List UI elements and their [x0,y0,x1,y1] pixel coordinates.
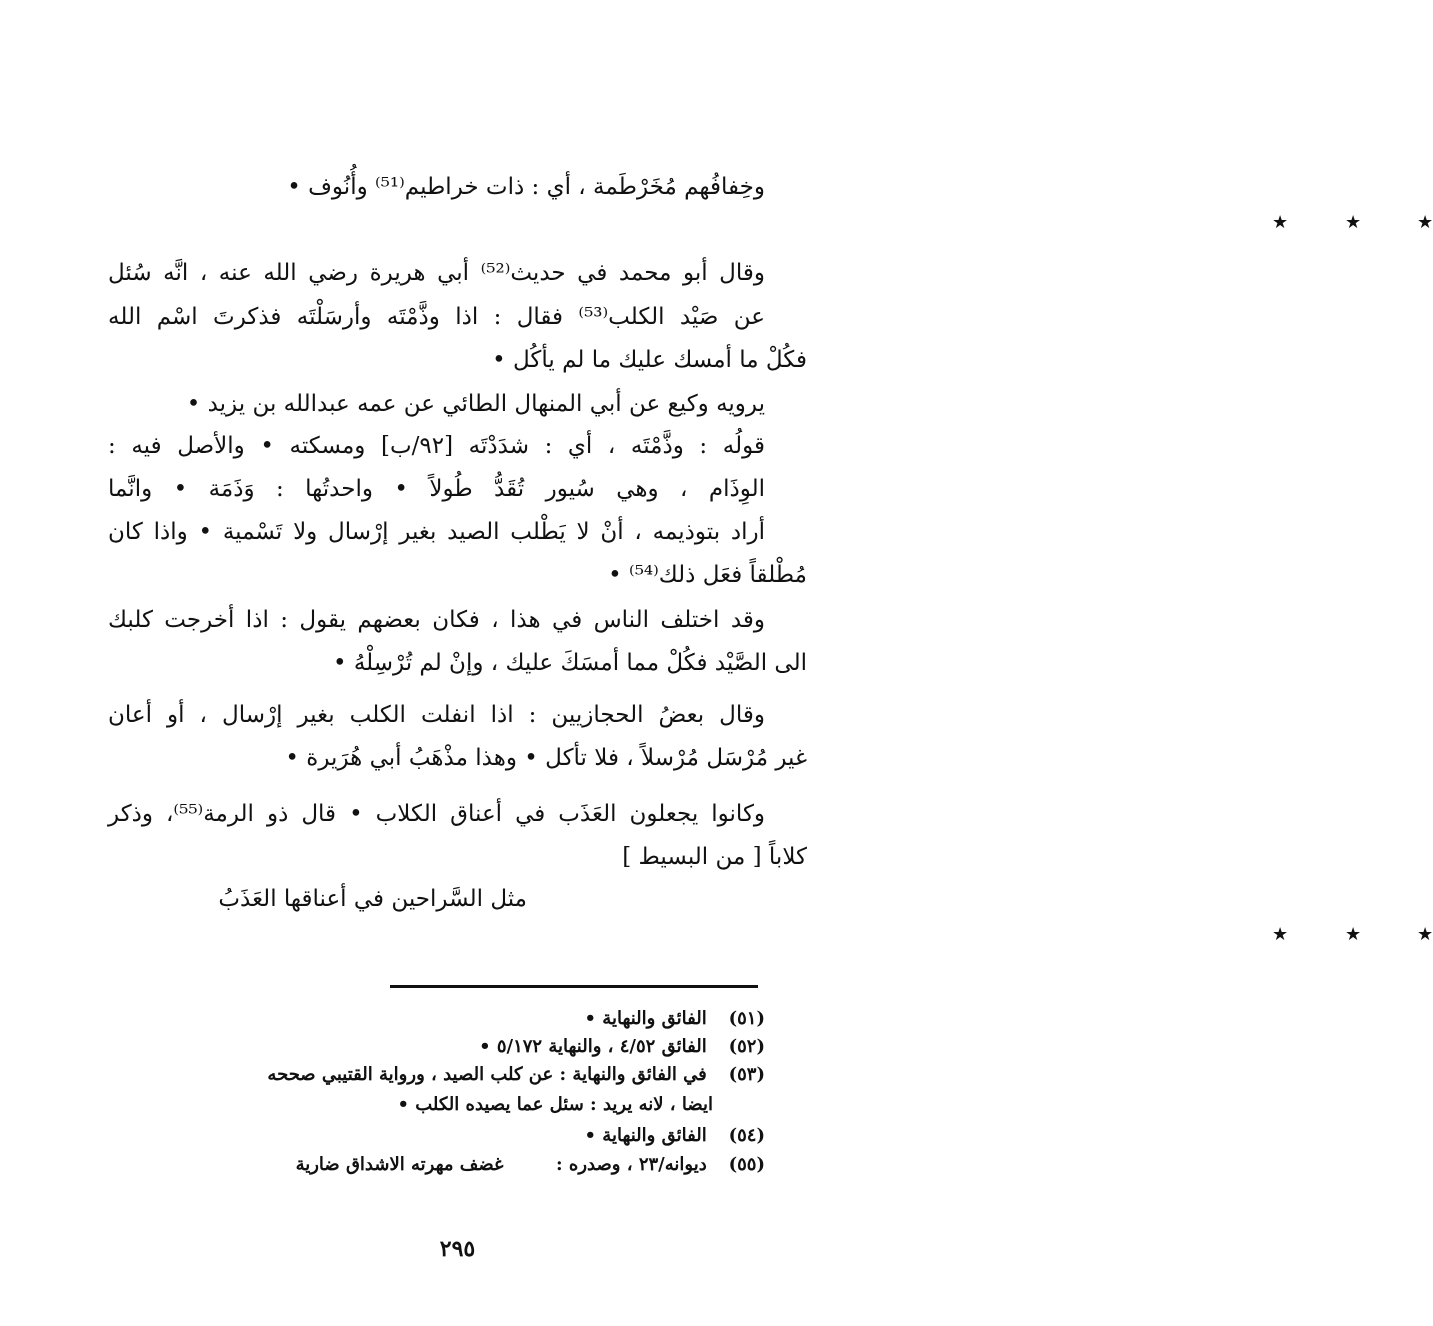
body-line-10: وقد اختلف الناس في هذا ، فكان بعضهم يقول : اذا أخرجت كلبك [108,607,765,633]
star-icon: ★ [1417,924,1433,945]
footnote-55 [296,1152,765,1178]
footnote-53-continued: ايضا ، لانه يريد : سئل عما يصيده الكلب • [397,1094,713,1115]
footnote-number: (٥٢) [728,1036,765,1057]
footnote-number: (٥٥) [728,1154,765,1175]
verse-line: مثل السَّراحين في أعناقها العَذَبُ [218,886,527,912]
footnote-text: الفائق والنهاية • [584,1125,707,1146]
star-icon: ★ [1272,924,1289,945]
body-line-8: أراد بتوذيمه ، أنْ لا يَطْلب الصيد بغير إرْسال ولا تَسْمية • واذا كان [108,519,765,545]
body-line-2: وقال أبو محمد في حديث⁽⁵²⁾ أبي هريرة رضي الله عنه ، انَّه سُئل [108,260,765,286]
footnote-text: الفائق ٤/٥٢ ، والنهاية ٥/١٧٢ • [479,1036,707,1057]
body-line-14: وكانوا يجعلون العَذَب في أعناق الكلاب • قال ذو الرمة⁽⁵⁵⁾، وذكر [108,801,765,827]
star-icon: ★ [1417,212,1433,233]
star-icon: ★ [1345,924,1362,945]
footnote-divider [390,985,758,988]
footnote-text: ديوانه/٢٣ ، وصدره : [556,1154,707,1175]
body-line-5: يرويه وكيع عن أبي المنهال الطائي عن عمه عبدالله بن يزيد • [186,391,765,417]
footnote-51 [585,1006,765,1032]
footnote-52 [479,1034,765,1060]
footnote-text: في الفائق والنهاية : عن كلب الصيد ، ورواية القتيبي صححه [267,1064,707,1085]
body-line-4: فكُلْ ما أمسك عليك ما لم يأكُل • [492,347,807,373]
footnote-54 [585,1123,765,1149]
footnote-53 [267,1062,765,1088]
body-line-3: عن صَيْد الكلب⁽⁵³⁾ فقال : اذا وذَّمْتَه وأرسَلْتَه فذكرتَ اسْم الله [108,304,765,330]
footnote-number: (٥١) [728,1008,765,1029]
body-line-15: كلاباً [ من البسيط ] [622,844,807,870]
body-line-7: الوِذَام ، وهي سُيور تُقَدُّ طُولاً • واحدتُها : وَذَمَة • وانَّما [108,476,765,502]
footnote-text: الفائق والنهاية • [584,1008,707,1029]
body-line-12: وقال بعضُ الحجازيين : اذا انفلت الكلب بغير إرْسال ، أو أعان [108,702,765,728]
footnote-verse-text: غضف مهرته الاشداق ضارية [295,1154,504,1175]
body-line-13: غير مُرْسَل مُرْسلاً ، فلا تأكل • وهذا مذْهَبُ أبي هُرَيرة • [285,745,807,771]
body-line-9: مُطْلقاً فعَل ذلك⁽⁵⁴⁾ • [608,562,807,588]
star-icon: ★ [1345,212,1362,233]
star-icon: ★ [1272,212,1289,233]
body-line-1: وخِفافُهم مُخَرْطَمة ، أي : ذات خراطيم⁽⁵¹⁾ وأُنُوف • [287,174,765,200]
body-line-11: الى الصَّيْد فكُلْ مما أمسَكَ عليك ، وإنْ لم تُرْسِلْهُ • [332,650,807,676]
footnote-number: (٥٣) [728,1064,765,1085]
footnote-number: (٥٤) [728,1125,765,1146]
body-line-6: قولُه : وذَّمْتَه ، أي : شدَدْتَه [٩٢/ب] ومسكته • والأصل فيه : [108,433,765,459]
page-number: ٢٩٥ [439,1236,476,1262]
